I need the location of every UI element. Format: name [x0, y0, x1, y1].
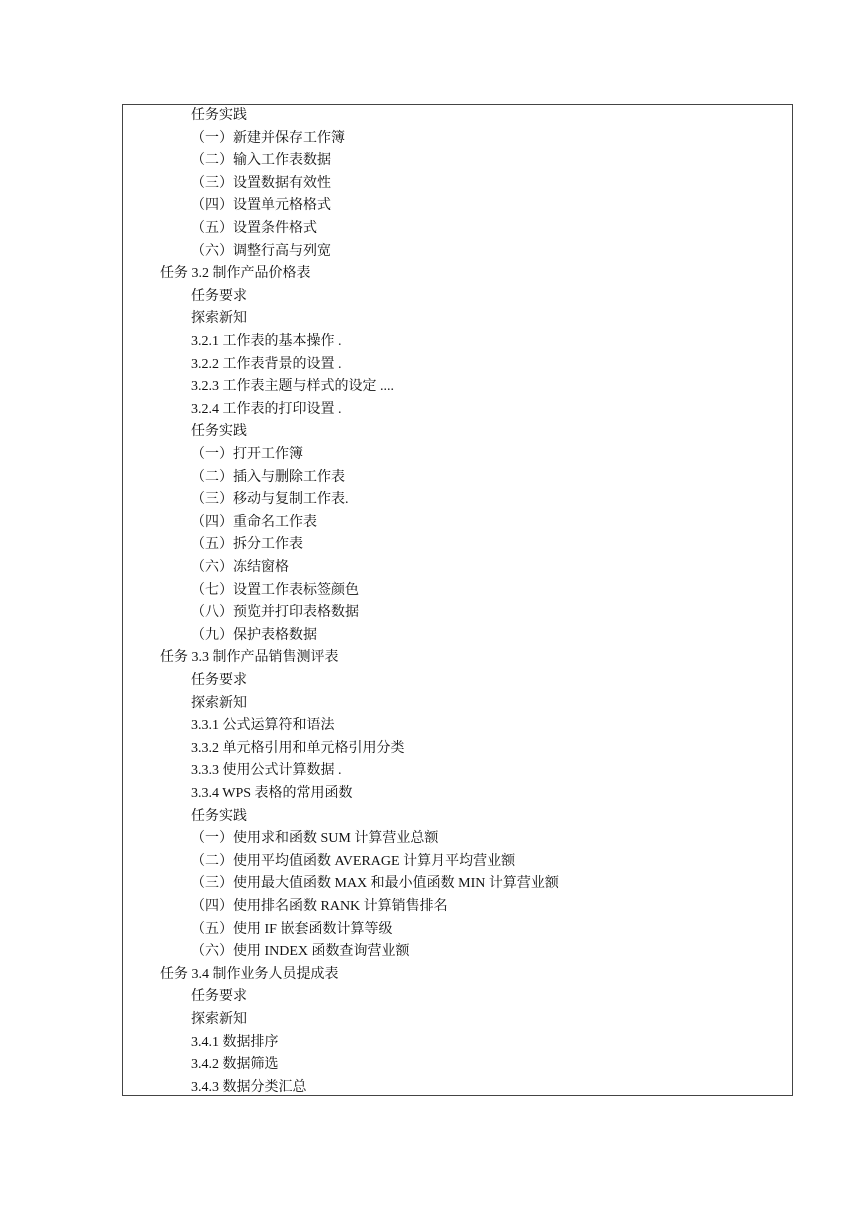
outline-item: 3.3.2 单元格引用和单元格引用分类 — [191, 740, 405, 756]
outline-item: 3.3.3 使用公式计算数据 . — [191, 763, 342, 779]
section-heading: 任务实践 — [191, 108, 247, 123]
outline-item: 3.3.1 公式运算符和语法 — [191, 718, 335, 734]
outline-item: （三）设置数据有效性 — [191, 175, 331, 191]
outline-item: （八）预览并打印表格数据 — [191, 605, 359, 621]
outline-item: （六）调整行高与列宽 — [191, 243, 331, 259]
section-heading: 任务实践 — [191, 808, 247, 824]
outline-item: （五）拆分工作表 — [191, 537, 303, 553]
outline-item: （五）使用 IF 嵌套函数计算等级 — [191, 921, 393, 937]
section-heading: 任务要求 — [191, 288, 247, 304]
outline-item: （一）新建并保存工作簿 — [191, 130, 345, 146]
outline-item: 3.4.2 数据筛选 — [191, 1057, 279, 1073]
task-heading: 任务 3.4 制作业务人员提成表 — [160, 966, 339, 982]
section-heading: 任务要求 — [191, 673, 247, 688]
outline-item: （二）输入工作表数据 — [191, 153, 331, 169]
outline-item: （一）使用求和函数 SUM 计算营业总额 — [191, 831, 439, 847]
outline-item: （四）设置单元格格式 — [191, 198, 331, 214]
outline-item: （九）保护表格数据 — [191, 627, 317, 643]
section-heading: 探索新知 — [191, 1012, 247, 1027]
outline-item: 3.2.2 工作表背景的设置 . — [191, 356, 342, 372]
outline-item: 3.4.3 数据分类汇总 — [191, 1079, 307, 1095]
outline-item: （七）设置工作表标签颜色 — [191, 582, 359, 598]
section-heading: 探索新知 — [191, 695, 247, 711]
outline-item: （二）使用平均值函数 AVERAGE 计算月平均营业额 — [191, 853, 516, 869]
section-heading: 任务实践 — [191, 424, 247, 440]
section-heading: 探索新知 — [191, 311, 247, 327]
outline-item: 3.4.1 数据排序 — [191, 1034, 279, 1050]
section-heading: 任务要求 — [191, 989, 247, 1005]
task-heading: 任务 3.2 制作产品价格表 — [160, 266, 311, 282]
outline-item: （六）冻结窗格 — [191, 560, 289, 575]
outline-item: 3.2.4 工作表的打印设置 . — [191, 401, 342, 417]
outline-item: 3.3.4 WPS 表格的常用函数 — [191, 786, 353, 801]
outline-item: （四）重命名工作表 — [191, 514, 317, 530]
outline-item: （六）使用 INDEX 函数查询营业额 — [191, 944, 410, 960]
outline-item: （三）使用最大值函数 MAX 和最小值函数 MIN 计算营业额 — [191, 876, 559, 892]
outline-item: 3.2.3 工作表主题与样式的设定 .... — [191, 379, 394, 395]
outline-item: （四）使用排名函数 RANK 计算销售排名 — [191, 899, 448, 914]
outline-item: （三）移动与复制工作表. — [191, 492, 349, 508]
outline-item: （二）插入与删除工作表 — [191, 469, 345, 485]
outline-item: （五）设置条件格式 — [191, 221, 317, 236]
outline-item: 3.2.1 工作表的基本操作 . — [191, 334, 342, 349]
outline-item: （一）打开工作簿 — [191, 447, 303, 462]
task-heading: 任务 3.3 制作产品销售测评表 — [160, 650, 339, 666]
